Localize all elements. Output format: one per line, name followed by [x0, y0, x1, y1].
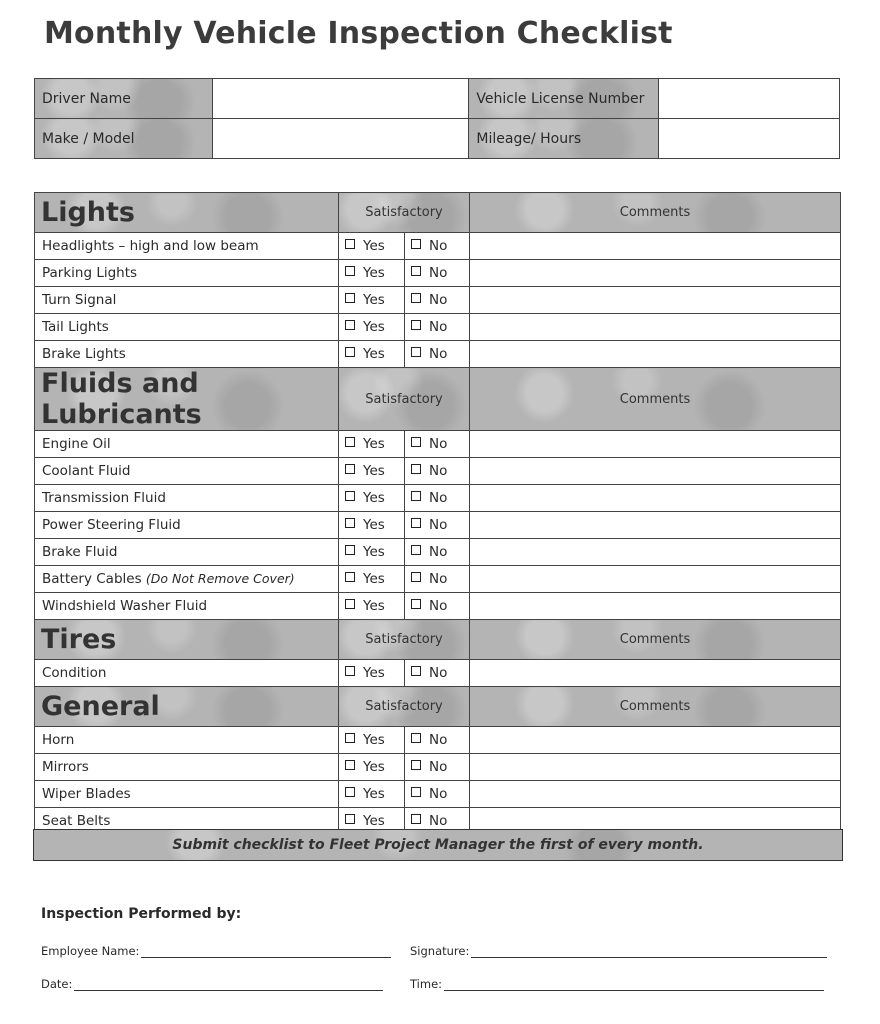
comments-field[interactable]	[470, 754, 841, 781]
item-label: Power Steering Fluid	[35, 512, 339, 539]
no-label: No	[429, 759, 448, 775]
submit-banner: Submit checklist to Fleet Project Manager the first of every month.	[33, 829, 843, 861]
checkbox-icon	[345, 266, 355, 276]
checkbox-icon	[411, 666, 421, 676]
checklist-row	[35, 260, 841, 287]
checklist-row	[35, 233, 841, 260]
no-label: No	[429, 544, 448, 560]
no-label: No	[429, 598, 448, 614]
no-checkbox[interactable]	[405, 539, 470, 566]
checkbox-icon	[411, 599, 421, 609]
no-label: No	[429, 517, 448, 533]
checkbox-icon	[411, 545, 421, 555]
comments-field[interactable]	[470, 431, 841, 458]
section-title-tires: Tires	[35, 620, 339, 660]
vehicle-info-table	[34, 78, 840, 159]
item-label: Engine Oil	[35, 431, 339, 458]
checklist-row	[35, 314, 841, 341]
checkbox-icon	[345, 518, 355, 528]
no-label: No	[429, 292, 448, 308]
checklist-row	[35, 781, 841, 808]
date-label: Date:	[41, 977, 73, 991]
item-label: Brake Lights	[35, 341, 339, 368]
checkbox-icon	[345, 293, 355, 303]
yes-label: Yes	[363, 265, 385, 281]
checkbox-icon	[411, 572, 421, 582]
make-model-label: Make / Model	[35, 119, 213, 159]
comments-header: Comments	[470, 687, 841, 727]
checkbox-icon	[345, 491, 355, 501]
no-checkbox[interactable]	[405, 314, 470, 341]
checkbox-icon	[345, 347, 355, 357]
checkbox-icon	[411, 787, 421, 797]
time-label: Time:	[410, 977, 443, 991]
checkbox-icon	[345, 545, 355, 555]
no-label: No	[429, 346, 448, 362]
yes-checkbox[interactable]	[339, 485, 405, 512]
no-label: No	[429, 732, 448, 748]
no-label: No	[429, 238, 448, 254]
make-model-field[interactable]	[212, 119, 469, 159]
signature-field[interactable]	[471, 945, 827, 958]
yes-label: Yes	[363, 436, 385, 452]
comments-field[interactable]	[470, 781, 841, 808]
yes-label: Yes	[363, 346, 385, 362]
checkbox-icon	[411, 760, 421, 770]
comments-field[interactable]	[470, 539, 841, 566]
no-label: No	[429, 571, 448, 587]
checklist-row	[35, 458, 841, 485]
comments-header: Comments	[470, 368, 841, 431]
performed-by-heading: Inspection Performed by:	[41, 906, 242, 922]
item-label: Windshield Washer Fluid	[35, 593, 339, 620]
comments-field[interactable]	[470, 260, 841, 287]
item-label	[35, 566, 339, 593]
no-checkbox[interactable]	[405, 727, 470, 754]
yes-checkbox[interactable]	[339, 781, 405, 808]
comments-field[interactable]	[470, 458, 841, 485]
yes-label: Yes	[363, 759, 385, 775]
yes-checkbox[interactable]	[339, 660, 405, 687]
checkbox-icon	[411, 437, 421, 447]
checkbox-icon	[411, 266, 421, 276]
section-title-lights: Lights	[35, 193, 339, 233]
yes-checkbox[interactable]	[339, 727, 405, 754]
yes-label: Yes	[363, 319, 385, 335]
no-checkbox[interactable]	[405, 485, 470, 512]
comments-header: Comments	[470, 193, 841, 233]
employee-name-field[interactable]	[141, 945, 391, 958]
yes-checkbox[interactable]	[339, 341, 405, 368]
comments-field[interactable]	[470, 485, 841, 512]
section-title-general: General	[35, 687, 339, 727]
no-label: No	[429, 786, 448, 802]
checkbox-icon	[345, 320, 355, 330]
no-checkbox[interactable]	[405, 660, 470, 687]
yes-checkbox[interactable]	[339, 754, 405, 781]
no-checkbox[interactable]	[405, 754, 470, 781]
no-checkbox[interactable]	[405, 260, 470, 287]
checklist-row	[35, 660, 841, 687]
battery-cables-label: Battery Cables	[42, 571, 142, 587]
checkbox-icon	[345, 787, 355, 797]
yes-label: Yes	[363, 598, 385, 614]
yes-label: Yes	[363, 238, 385, 254]
comments-field[interactable]	[470, 593, 841, 620]
item-label: Coolant Fluid	[35, 458, 339, 485]
satisfactory-header: Satisfactory	[339, 687, 470, 727]
comments-field[interactable]	[470, 341, 841, 368]
no-label: No	[429, 319, 448, 335]
checkbox-icon	[345, 760, 355, 770]
item-label: Parking Lights	[35, 260, 339, 287]
item-label: Condition	[35, 660, 339, 687]
signature-line[interactable]	[410, 944, 827, 958]
yes-checkbox[interactable]	[339, 539, 405, 566]
checkbox-icon	[411, 814, 421, 824]
driver-name-field[interactable]	[212, 79, 469, 119]
comments-field[interactable]	[470, 512, 841, 539]
mileage-label: Mileage/ Hours	[469, 119, 659, 159]
checkbox-icon	[411, 293, 421, 303]
yes-label: Yes	[363, 732, 385, 748]
item-label: Tail Lights	[35, 314, 339, 341]
no-label: No	[429, 490, 448, 506]
checkbox-icon	[411, 347, 421, 357]
checkbox-icon	[345, 814, 355, 824]
no-label: No	[429, 265, 448, 281]
checkbox-icon	[411, 239, 421, 249]
yes-checkbox[interactable]	[339, 233, 405, 260]
battery-note: (Do Not Remove Cover)	[145, 571, 295, 586]
comments-field[interactable]	[470, 287, 841, 314]
checkbox-icon	[411, 464, 421, 474]
license-field[interactable]	[659, 79, 840, 119]
yes-label: Yes	[363, 490, 385, 506]
employee-name-label: Employee Name:	[41, 944, 140, 958]
yes-checkbox[interactable]	[339, 260, 405, 287]
yes-label: Yes	[363, 517, 385, 533]
checklist-row	[35, 754, 841, 781]
checkbox-icon	[345, 666, 355, 676]
item-label: Seat Belts	[35, 808, 339, 835]
item-label: Mirrors	[35, 754, 339, 781]
yes-checkbox[interactable]	[339, 512, 405, 539]
no-label: No	[429, 665, 448, 681]
time-field[interactable]	[444, 978, 824, 991]
satisfactory-header: Satisfactory	[339, 368, 470, 431]
yes-label: Yes	[363, 571, 385, 587]
checkbox-icon	[411, 733, 421, 743]
no-checkbox[interactable]	[405, 781, 470, 808]
item-label: Turn Signal	[35, 287, 339, 314]
checklist-row	[35, 566, 841, 593]
checkbox-icon	[345, 239, 355, 249]
comments-header: Comments	[470, 620, 841, 660]
checklist-row	[35, 512, 841, 539]
date-line[interactable]	[41, 977, 383, 991]
no-checkbox[interactable]	[405, 287, 470, 314]
yes-label: Yes	[363, 786, 385, 802]
date-field[interactable]	[74, 978, 383, 991]
item-label: Brake Fluid	[35, 539, 339, 566]
yes-checkbox[interactable]	[339, 287, 405, 314]
comments-field[interactable]	[470, 233, 841, 260]
yes-checkbox[interactable]	[339, 458, 405, 485]
checkbox-icon	[345, 599, 355, 609]
item-label: Horn	[35, 727, 339, 754]
checkbox-icon	[345, 464, 355, 474]
no-checkbox[interactable]	[405, 512, 470, 539]
satisfactory-header: Satisfactory	[339, 193, 470, 233]
inspection-checklist-table	[34, 192, 841, 835]
checkbox-icon	[345, 437, 355, 447]
page-title: Monthly Vehicle Inspection Checklist	[44, 16, 673, 51]
yes-checkbox[interactable]	[339, 566, 405, 593]
no-checkbox[interactable]	[405, 431, 470, 458]
comments-field[interactable]	[470, 314, 841, 341]
no-checkbox[interactable]	[405, 458, 470, 485]
yes-checkbox[interactable]	[339, 593, 405, 620]
no-label: No	[429, 813, 448, 829]
checklist-row	[35, 727, 841, 754]
yes-label: Yes	[363, 544, 385, 560]
checklist-row	[35, 539, 841, 566]
signature-label: Signature:	[410, 944, 470, 958]
checkbox-icon	[411, 491, 421, 501]
yes-label: Yes	[363, 665, 385, 681]
yes-checkbox[interactable]	[339, 314, 405, 341]
item-label: Headlights – high and low beam	[35, 233, 339, 260]
license-label: Vehicle License Number	[469, 79, 659, 119]
employee-name-line[interactable]	[41, 944, 391, 958]
comments-field[interactable]	[470, 660, 841, 687]
driver-name-label: Driver Name	[35, 79, 213, 119]
comments-field[interactable]	[470, 727, 841, 754]
checkbox-icon	[411, 518, 421, 528]
no-checkbox[interactable]	[405, 593, 470, 620]
no-label: No	[429, 436, 448, 452]
yes-label: Yes	[363, 292, 385, 308]
section-title-fluids: Fluids and Lubricants	[35, 368, 339, 431]
yes-checkbox[interactable]	[339, 431, 405, 458]
yes-label: Yes	[363, 813, 385, 829]
checklist-row	[35, 593, 841, 620]
time-line[interactable]	[410, 977, 824, 991]
comments-field[interactable]	[470, 566, 841, 593]
item-label: Wiper Blades	[35, 781, 339, 808]
checkbox-icon	[345, 572, 355, 582]
checkbox-icon	[345, 733, 355, 743]
checklist-row	[35, 485, 841, 512]
satisfactory-header: Satisfactory	[339, 620, 470, 660]
checklist-row	[35, 431, 841, 458]
no-checkbox[interactable]	[405, 233, 470, 260]
no-checkbox[interactable]	[405, 566, 470, 593]
checklist-row	[35, 341, 841, 368]
mileage-field[interactable]	[659, 119, 840, 159]
no-checkbox[interactable]	[405, 341, 470, 368]
checkbox-icon	[411, 320, 421, 330]
no-label: No	[429, 463, 448, 479]
yes-label: Yes	[363, 463, 385, 479]
item-label: Transmission Fluid	[35, 485, 339, 512]
checklist-row	[35, 287, 841, 314]
